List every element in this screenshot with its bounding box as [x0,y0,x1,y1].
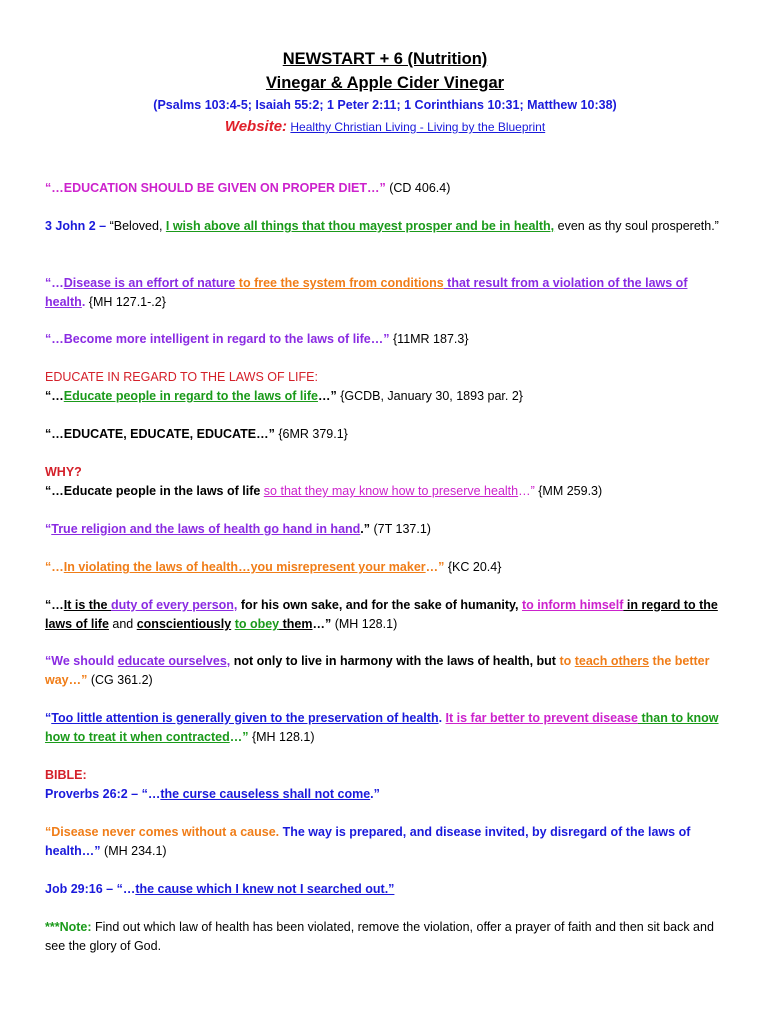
page-subtitle: Vinegar & Apple Cider Vinegar [265,74,505,92]
verse-reference: Proverbs 26:2 – “… [45,787,161,801]
note-text: Find out which law of health has been violated, remove the violation, offer a prayer of faith and then sit back and see the glory of God. [45,920,714,953]
quote-text: “…EDUCATE, EDUCATE, EDUCATE…” [45,427,275,441]
quote-close: …” [312,617,332,631]
quote-open: “… [45,389,64,403]
quote-close: .” [370,787,380,801]
section-heading: EDUCATE IN REGARD TO THE LAWS OF LIFE: [45,370,318,384]
quote-text: “…EDUCATION SHOULD BE GIVEN ON PROPER DIET…” [45,181,386,195]
highlight-cause: the cause which I knew not I searched out.” [135,882,395,896]
text-better-way: the better way…” [45,654,710,687]
citation: (CG 361.2) [87,673,153,687]
quote-text: “…Become more intelligent in regard to the laws of life…” [45,332,390,346]
quote-open: “We should [45,654,118,668]
citation: (MH 234.1) [100,844,167,858]
website-line [0,118,770,135]
paragraph-true-religion [45,520,725,539]
text-never-comes: “Disease never comes without a cause. [45,825,280,839]
highlight-true-religion: True religion and the laws of health go hand in hand [51,522,361,536]
highlight-obey: to obey [234,617,280,631]
verse-reference: 3 John 2 – [45,219,110,233]
paragraph-intelligent [45,330,725,349]
citation: (CD 406.4) [385,181,451,195]
paragraph-why [45,463,725,501]
paragraph-bible [45,766,725,804]
paragraph-educate-x3 [45,425,725,444]
text-and: and [108,617,137,631]
highlight-disease: Disease is an effort of nature [63,276,236,290]
page-title: NEWSTART + 6 (Nutrition) [282,50,488,68]
quote-open: “ [45,522,52,536]
highlight-violating: In violating the laws of health…you misrepresent your maker [63,560,426,574]
paragraph-job [45,880,725,899]
citation: (MH 128.1) [331,617,398,631]
text-them: them [279,617,313,631]
section-heading: WHY? [45,465,82,479]
quote-close: .” [360,522,371,536]
paragraph-disease-effort [45,274,725,312]
highlight-duty: duty of every person, [110,598,238,612]
highlight-violation: that result from a violation of the laws of health [45,276,688,309]
verse-highlight: I wish above all things that thou mayest prosper and be in health, [165,219,555,233]
highlight-free-system: to free the system from conditions [235,276,444,290]
scripture-references: (Psalms 103:4-5; Isaiah 55:2; 1 Peter 2:11; 1 Corinthians 10:31; Matthew 10:38) [153,98,617,112]
quote-close: …” [425,560,445,574]
quote-close: …” [317,389,337,403]
note-label: ***Note: [45,920,92,934]
verse-text-end: even as thy soul prospereth.” [554,219,719,233]
paragraph-duty [45,596,725,634]
text-harmony: not only to live in harmony with the laws of health, but [230,654,560,668]
website-label: Website: [224,118,288,135]
citation: {11MR 187.3} [389,332,469,346]
verse-reference: Job 29:16 – “… [45,882,136,896]
paragraph-proper-diet [45,179,725,198]
highlight-teach-others: teach others [574,654,650,668]
text-period: . [438,711,446,725]
highlight-than-know: than to know [637,711,719,725]
citation: {6MR 379.1} [274,427,348,441]
highlight-conscientiously: conscientiously [136,617,232,631]
highlight-treat: how to treat it when contracted [45,730,230,744]
paragraph-educate-laws [45,368,725,406]
quote-open: “… [45,276,64,290]
citation: {GCDB, January 30, 1893 par. 2} [336,389,523,403]
paragraph-violating [45,558,725,577]
highlight-educate-ourselves: educate ourselves, [117,654,231,668]
paragraph-disease-cause [45,823,725,861]
section-heading: BIBLE: [45,768,87,782]
quote-open: “ [45,711,52,725]
text-own-sake: for his own sake, and for the sake of humanity, [237,598,522,612]
highlight-educate: Educate people in regard to the laws of life [63,389,318,403]
quote-period: . [81,295,86,309]
quote-open: “… [45,598,64,612]
highlight-preservation: Too little attention is generally given to the preservation of health [51,711,439,725]
paragraph-too-little [45,709,725,747]
paragraph-educate-ourselves [45,652,725,690]
citation: {MH 127.1-.2} [85,295,166,309]
website-link[interactable]: Healthy Christian Living - Living by the Blueprint [290,120,546,134]
citation: {MM 259.3) [534,484,603,498]
citation: {KC 20.4} [444,560,502,574]
verse-text: “Beloved, [109,219,166,233]
citation: (7T 137.1) [370,522,431,536]
quote-close: …” [229,730,249,744]
quote-text: “…Educate people in the laws of life [45,484,264,498]
text-regard: in regard to the laws of life [45,598,718,631]
paragraph-note [45,918,725,956]
highlight-inform: to inform himself [521,598,624,612]
highlight-prevent: It is far better to prevent disease [445,711,638,725]
text-way-prepared: The way is prepared, and disease invited, by disregard of the laws of health…” [45,825,691,858]
quote-open: “… [45,560,64,574]
citation: {MH 128.1) [248,730,315,744]
highlight-curse: the curse causeless shall not come [160,787,371,801]
quote-close: …” [518,484,535,498]
highlight-preserve-health: so that they may know how to preserve health [263,484,519,498]
text-to: to [559,654,575,668]
text-it-is: It is the [63,598,111,612]
paragraph-3-john [45,217,725,236]
